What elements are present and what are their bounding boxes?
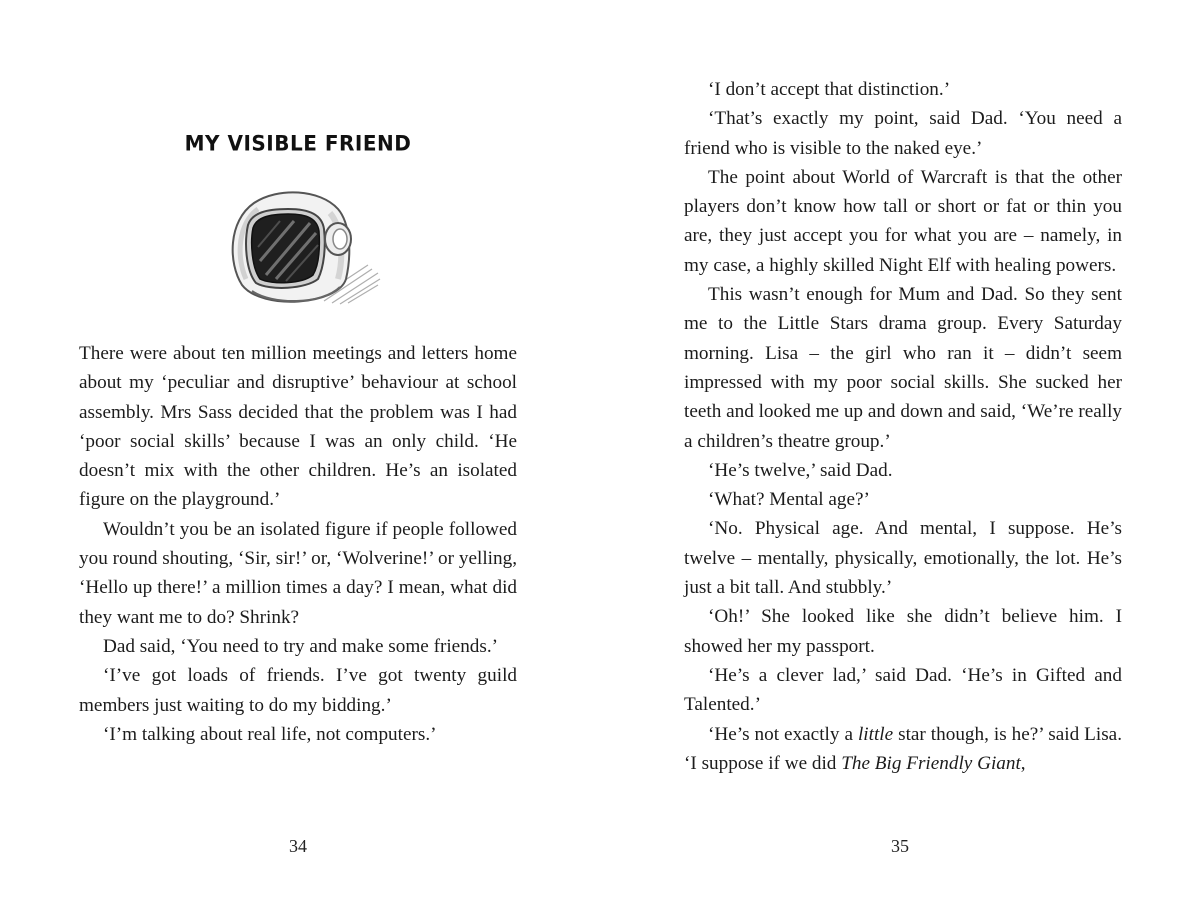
page-number: 34 — [289, 836, 307, 856]
paragraph: Dad said, ‘You need to try and make some friends.’ — [103, 635, 499, 657]
left-page-body — [79, 339, 517, 749]
paragraph: There were about ten million meetings and letters home about my ‘peculiar and disruptive’ behaviour at school assembly. Mrs Sass decided that the problem was I had ‘poor social skills’ because I was an only child. ‘He doesn’t mix with the other children. He’s an isolated figure on the playground.’ — [79, 343, 517, 511]
paragraph: Wouldn’t you be an isolated figure if people followed you round shouting, ‘Sir, sir!’ or, ‘Wolverine!’ or yelling, ‘Hello up there!’ a million times a day? I mean, what did they want me to do? Shrink? — [79, 518, 517, 628]
italic-text: little — [857, 723, 894, 745]
text-run: , — [1020, 752, 1026, 774]
paragraph: The point about World of Warcraft is that the other players don’t know how tall or short or fat or thin you are, they just accept you for what you are – namely, in my case, a highly skilled Night Elf with healing powers. — [684, 166, 1122, 276]
paragraph: This wasn’t enough for Mum and Dad. So they sent me to the Little Stars drama group. Every Saturday morning. Lisa – the girl who ran it – didn’t seem impressed with my poor social skills. She sucked her teeth and looked me up and down and said, ‘We’re really a children’s theatre group.’ — [684, 284, 1123, 452]
paragraph: ‘No. Physical age. And mental, I suppose. He’s twelve – mentally, physically, emotionally, the lot. He’s just a bit tall. And stubbly.’ — [684, 518, 1122, 599]
paragraph: ‘He’s twelve,’ said Dad. — [708, 459, 893, 481]
paragraph: ‘I’m talking about real life, not computers.’ — [103, 723, 437, 745]
text-run: star though, is he?’ said Lisa. ‘I suppose if we did — [684, 723, 1122, 774]
paragraph: ‘I don’t accept that distinction.’ — [708, 79, 951, 100]
right-page-body — [684, 75, 1122, 778]
italic-title: The Big Friendly Giant — [841, 752, 1021, 774]
paragraph: ‘That’s exactly my point, said Dad. ‘You need a friend who is visible to the naked eye.’ — [684, 108, 1122, 159]
chapter-title: MY VISIBLE FRIEND — [184, 130, 412, 156]
paragraph: ‘I’ve got loads of friends. I’ve got twenty guild members just waiting to do my bidding.’ — [79, 665, 517, 716]
page-number: 35 — [891, 836, 909, 856]
text-run: ‘He’s not exactly a — [708, 723, 858, 745]
right-page — [600, 0, 1200, 909]
astronaut-helmet-icon — [222, 183, 384, 315]
paragraph: ‘What? Mental age?’ — [708, 489, 870, 511]
paragraph-with-italics — [684, 720, 1122, 779]
paragraph: ‘He’s a clever lad,’ said Dad. ‘He’s in Gifted and Talented.’ — [684, 664, 1122, 716]
paragraph: ‘Oh!’ She looked like she didn’t believe him. I showed her my passport. — [684, 606, 1122, 657]
